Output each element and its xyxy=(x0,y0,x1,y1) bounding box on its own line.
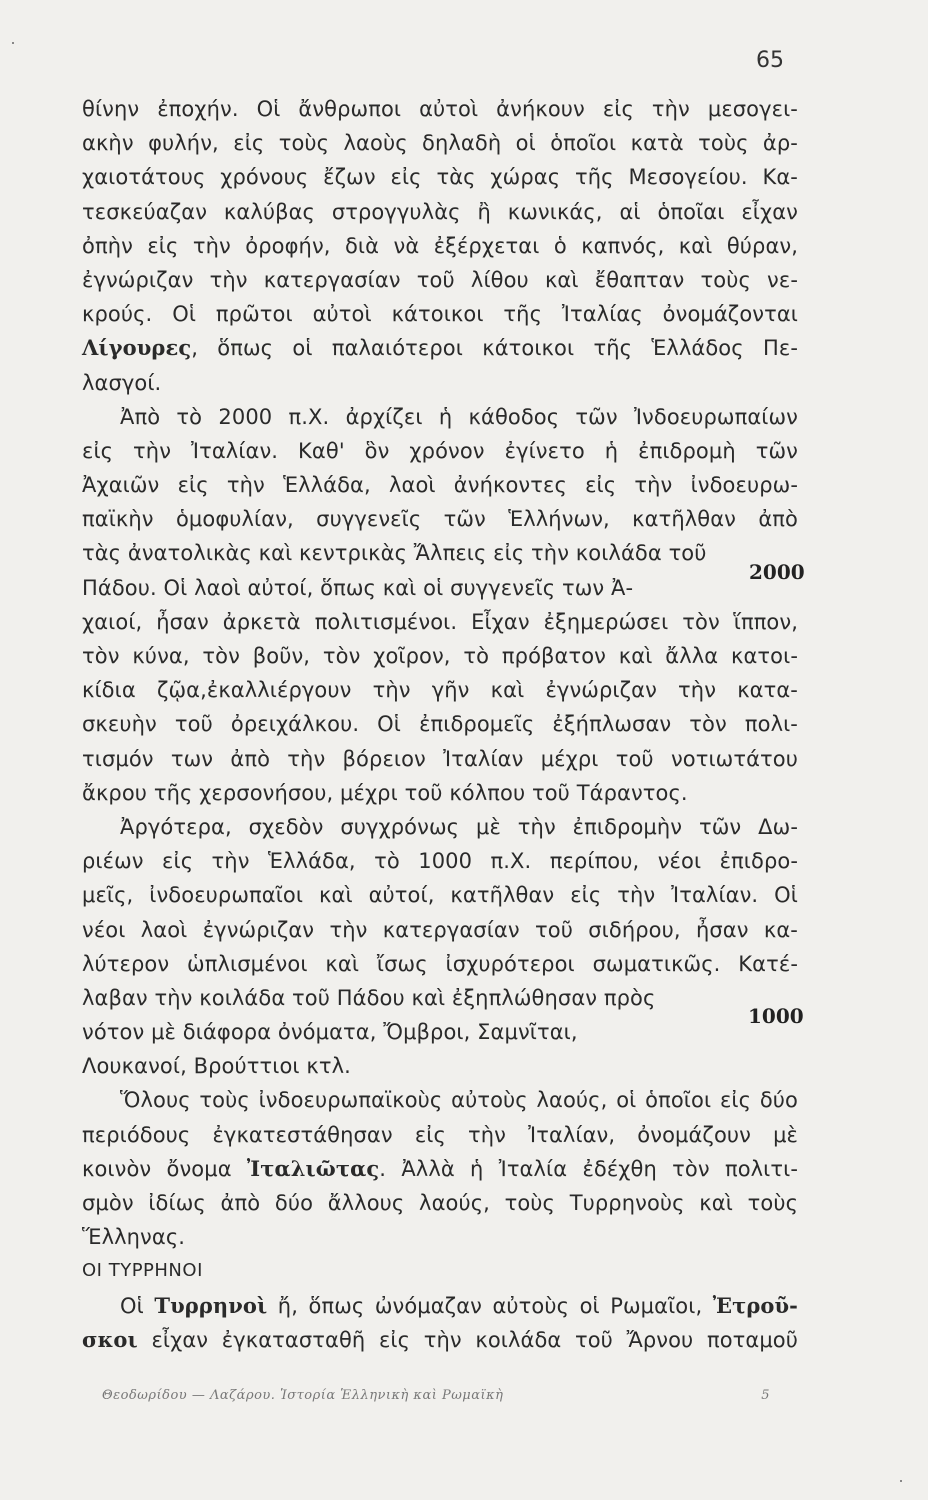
text-line xyxy=(82,1289,798,1323)
text-run: λύτερον ὡπλισμένοι καὶ ἴσως ἰσχυρότεροι σωματικῶς. Κατέ- xyxy=(82,951,798,976)
text-line xyxy=(82,400,798,434)
text-line xyxy=(82,468,798,502)
text-run: . Ἀλλὰ ἡ Ἰταλία ἐδέχθη τὸν πολιτι- xyxy=(379,1156,798,1181)
text-line xyxy=(82,366,798,400)
text-run: χαιοί, ἦσαν ἀρκετὰ πολιτισμένοι. Εἶχαν ἐξημερώσει τὸν ἵππον, xyxy=(82,609,798,634)
text-run: κρούς. Οἱ πρῶτοι αὐτοὶ κάτοικοι τῆς Ἰταλίας ὀνομάζονται xyxy=(82,302,798,327)
text-run: κίδια ζῷα,ἐκαλλιέργουν τὴν γῆν καὶ ἐγνώριζαν τὴν κατα- xyxy=(82,678,798,703)
text-run: τισμόν των ἀπὸ τὴν βόρειον Ἰταλίαν μέχρι τοῦ νοτιωτάτου xyxy=(82,746,798,771)
text-line xyxy=(82,1152,798,1186)
text-run: ἐγνώριζαν τὴν κατεργασίαν τοῦ λίθου καὶ ἔθαπταν τοὺς νε- xyxy=(82,267,798,292)
text-line xyxy=(82,160,798,194)
text-run: κοινὸν ὄνομα xyxy=(82,1156,247,1181)
section-heading: ΟΙ ΤΥΡΡΗΝΟΙ xyxy=(82,1260,203,1282)
text-line xyxy=(82,639,798,673)
text-run: Ὅλους τοὺς ἰνδοευρωπαϊκοὺς αὐτοὺς λαούς, οἱ ὁποῖοι εἰς δύο xyxy=(120,1088,798,1113)
text-line xyxy=(82,947,798,981)
text-run: Πάδου. Οἱ λαοὶ αὐτοί, ὅπως καὶ οἱ συγγενεῖς των Ἀ- xyxy=(82,575,634,600)
text-line xyxy=(82,502,798,536)
text-run: Οἱ xyxy=(120,1293,155,1318)
bold-term: Τυρρηνοὶ xyxy=(154,1292,268,1318)
text-run: νέοι λαοὶ ἐγνώριζαν τὴν κατεργασίαν τοῦ σιδήρου, ἦσαν κα- xyxy=(82,917,798,942)
paper-speck xyxy=(12,42,14,44)
text-line xyxy=(82,1186,798,1220)
text-line xyxy=(82,229,798,263)
text-line xyxy=(82,605,798,639)
text-line xyxy=(82,742,798,776)
text-run: ὀπὴν εἰς τὴν ὀροφήν, διὰ νὰ ἐξέρχεται ὁ καπνός, καὶ θύραν, xyxy=(82,233,798,258)
text-run: Ἀχαιῶν εἰς τὴν Ἑλλάδα, λαοὶ ἀνήκοντες εἰς τὴν ἰνδοευρω- xyxy=(82,473,798,498)
margin-date-2000: 2000 xyxy=(749,560,805,584)
body-text xyxy=(82,92,798,1357)
text-line xyxy=(82,673,798,707)
text-run: λασγοί. xyxy=(82,370,162,395)
text-line xyxy=(82,1015,798,1049)
text-line xyxy=(82,1083,798,1117)
text-run: παϊκὴν ὁμοφυλίαν, συγγενεῖς τῶν Ἑλλήνων, κατῆλθαν ἀπὸ xyxy=(82,507,798,532)
text-line xyxy=(82,1049,798,1083)
text-line xyxy=(82,434,798,468)
page-footer xyxy=(102,1388,770,1403)
text-line xyxy=(82,1220,798,1254)
text-line xyxy=(82,844,798,878)
text-line xyxy=(82,776,798,810)
text-run: μεῖς, ἰνδοευρωπαῖοι καὶ αὐτοί, κατῆλθαν εἰς τὴν Ἰταλίαν. Οἱ xyxy=(82,883,798,908)
text-run: τὸν κύνα, τὸν βοῦν, τὸν χοῖρον, τὸ πρόβατον καὶ ἄλλα κατοι- xyxy=(82,644,798,668)
text-line xyxy=(82,981,798,1015)
footer-citation: Θεοδωρίδου — Λαζάρου. Ἱστορία Ἑλληνικὴ καὶ Ρωμαϊκὴ xyxy=(102,1388,504,1403)
text-run: ἤ, ὅπως ὠνόμαζαν αὐτοὺς οἱ Ρωμαῖοι, xyxy=(267,1293,713,1318)
text-line xyxy=(82,913,798,947)
text-run: ριέων εἰς τὴν Ἑλλάδα, τὸ 1000 π.Χ. περίπου, νέοι ἐπιδρο- xyxy=(82,849,798,874)
text-line xyxy=(82,1118,798,1152)
bold-term: σκοι xyxy=(82,1326,138,1352)
text-run: Ἕλληνας. xyxy=(82,1225,186,1250)
text-run: Ἀργότερα, σχεδὸν συγχρόνως μὲ τὴν ἐπιδρομὴν τῶν Δω- xyxy=(120,814,798,839)
text-line xyxy=(82,331,798,365)
text-line xyxy=(82,571,798,605)
text-run: ακὴν φυλήν, εἰς τοὺς λαοὺς δηλαδὴ οἱ ὁποῖοι κατὰ τοὺς ἀρ- xyxy=(82,131,798,156)
text-line xyxy=(82,195,798,229)
text-line xyxy=(82,297,798,331)
text-run: Ἀπὸ τὸ 2000 π.Χ. ἀρχίζει ἡ κάθοδος τῶν Ἰνδοευρωπαίων xyxy=(120,404,798,429)
text-run: εἶχαν ἐγκατασταθῆ εἰς τὴν κοιλάδα τοῦ Ἄρνου ποταμοῦ xyxy=(137,1327,798,1352)
bold-term: Ἰταλιῶτας xyxy=(246,1155,380,1181)
text-line xyxy=(82,92,798,126)
footer-signature-number: 5 xyxy=(761,1388,770,1403)
text-run: ἄκρου τῆς χερσονήσου, μέχρι τοῦ κόλπου τοῦ Τάραντος. xyxy=(82,780,688,805)
text-run: χαιοτάτους χρόνους ἔζων εἰς τὰς χώρας τῆς Μεσογείου. Κα- xyxy=(82,165,798,190)
text-run: νότον μὲ διάφορα ὀνόματα, Ὄμβροι, Σαμνῖται, xyxy=(82,1020,578,1045)
text-line xyxy=(82,707,798,741)
text-line xyxy=(82,126,798,160)
margin-date-1000: 1000 xyxy=(748,1004,804,1028)
text-run: σκευὴν τοῦ ὀρειχάλκου. Οἱ ἐπιδρομεῖς ἐξήπλωσαν τὸν πολι- xyxy=(82,712,798,737)
text-run: τὰς ἀνατολικὰς καὶ κεντρικὰς Ἄλπεις εἰς τὴν κοιλάδα τοῦ xyxy=(82,541,707,566)
text-run: περιόδους ἐγκατεστάθησαν εἰς τὴν Ἰταλίαν, ὀνομάζουν μὲ xyxy=(82,1122,798,1147)
text-run: θίνην ἐποχήν. Οἱ ἄνθρωποι αὐτοὶ ἀνήκουν εἰς τὴν μεσογει- xyxy=(82,97,798,121)
text-run: εἰς τὴν Ἰταλίαν. Καθ' ὃν χρόνον ἐγίνετο ἡ ἐπιδρομὴ τῶν xyxy=(82,438,798,463)
text-line xyxy=(82,263,798,297)
paper-speck xyxy=(900,1480,902,1482)
text-run: , ὅπως οἱ παλαιότεροι κάτοικοι τῆς Ἑλλάδος Πε- xyxy=(191,336,798,361)
text-run: Λουκανοί, Βρούττιοι κτλ. xyxy=(82,1054,351,1079)
text-run: λαβαν τὴν κοιλάδα τοῦ Πάδου καὶ ἐξηπλώθησαν πρὸς xyxy=(82,985,656,1010)
bold-term: Λίγουρες xyxy=(82,335,192,361)
text-run: τεσκεύαζαν καλύβας στρογγυλὰς ἢ κωνικάς, αἱ ὁποῖαι εἶχαν xyxy=(82,199,798,224)
text-line xyxy=(82,878,798,912)
bold-term: Ἐτροῦ- xyxy=(712,1292,798,1318)
text-line xyxy=(82,536,798,570)
text-line xyxy=(82,1323,798,1357)
page-number: 65 xyxy=(756,48,784,73)
text-run: σμὸν ἰδίως ἀπὸ δύο ἄλλους λαούς, τοὺς Τυρρηνοὺς καὶ τοὺς xyxy=(82,1191,798,1215)
text-line xyxy=(82,810,798,844)
